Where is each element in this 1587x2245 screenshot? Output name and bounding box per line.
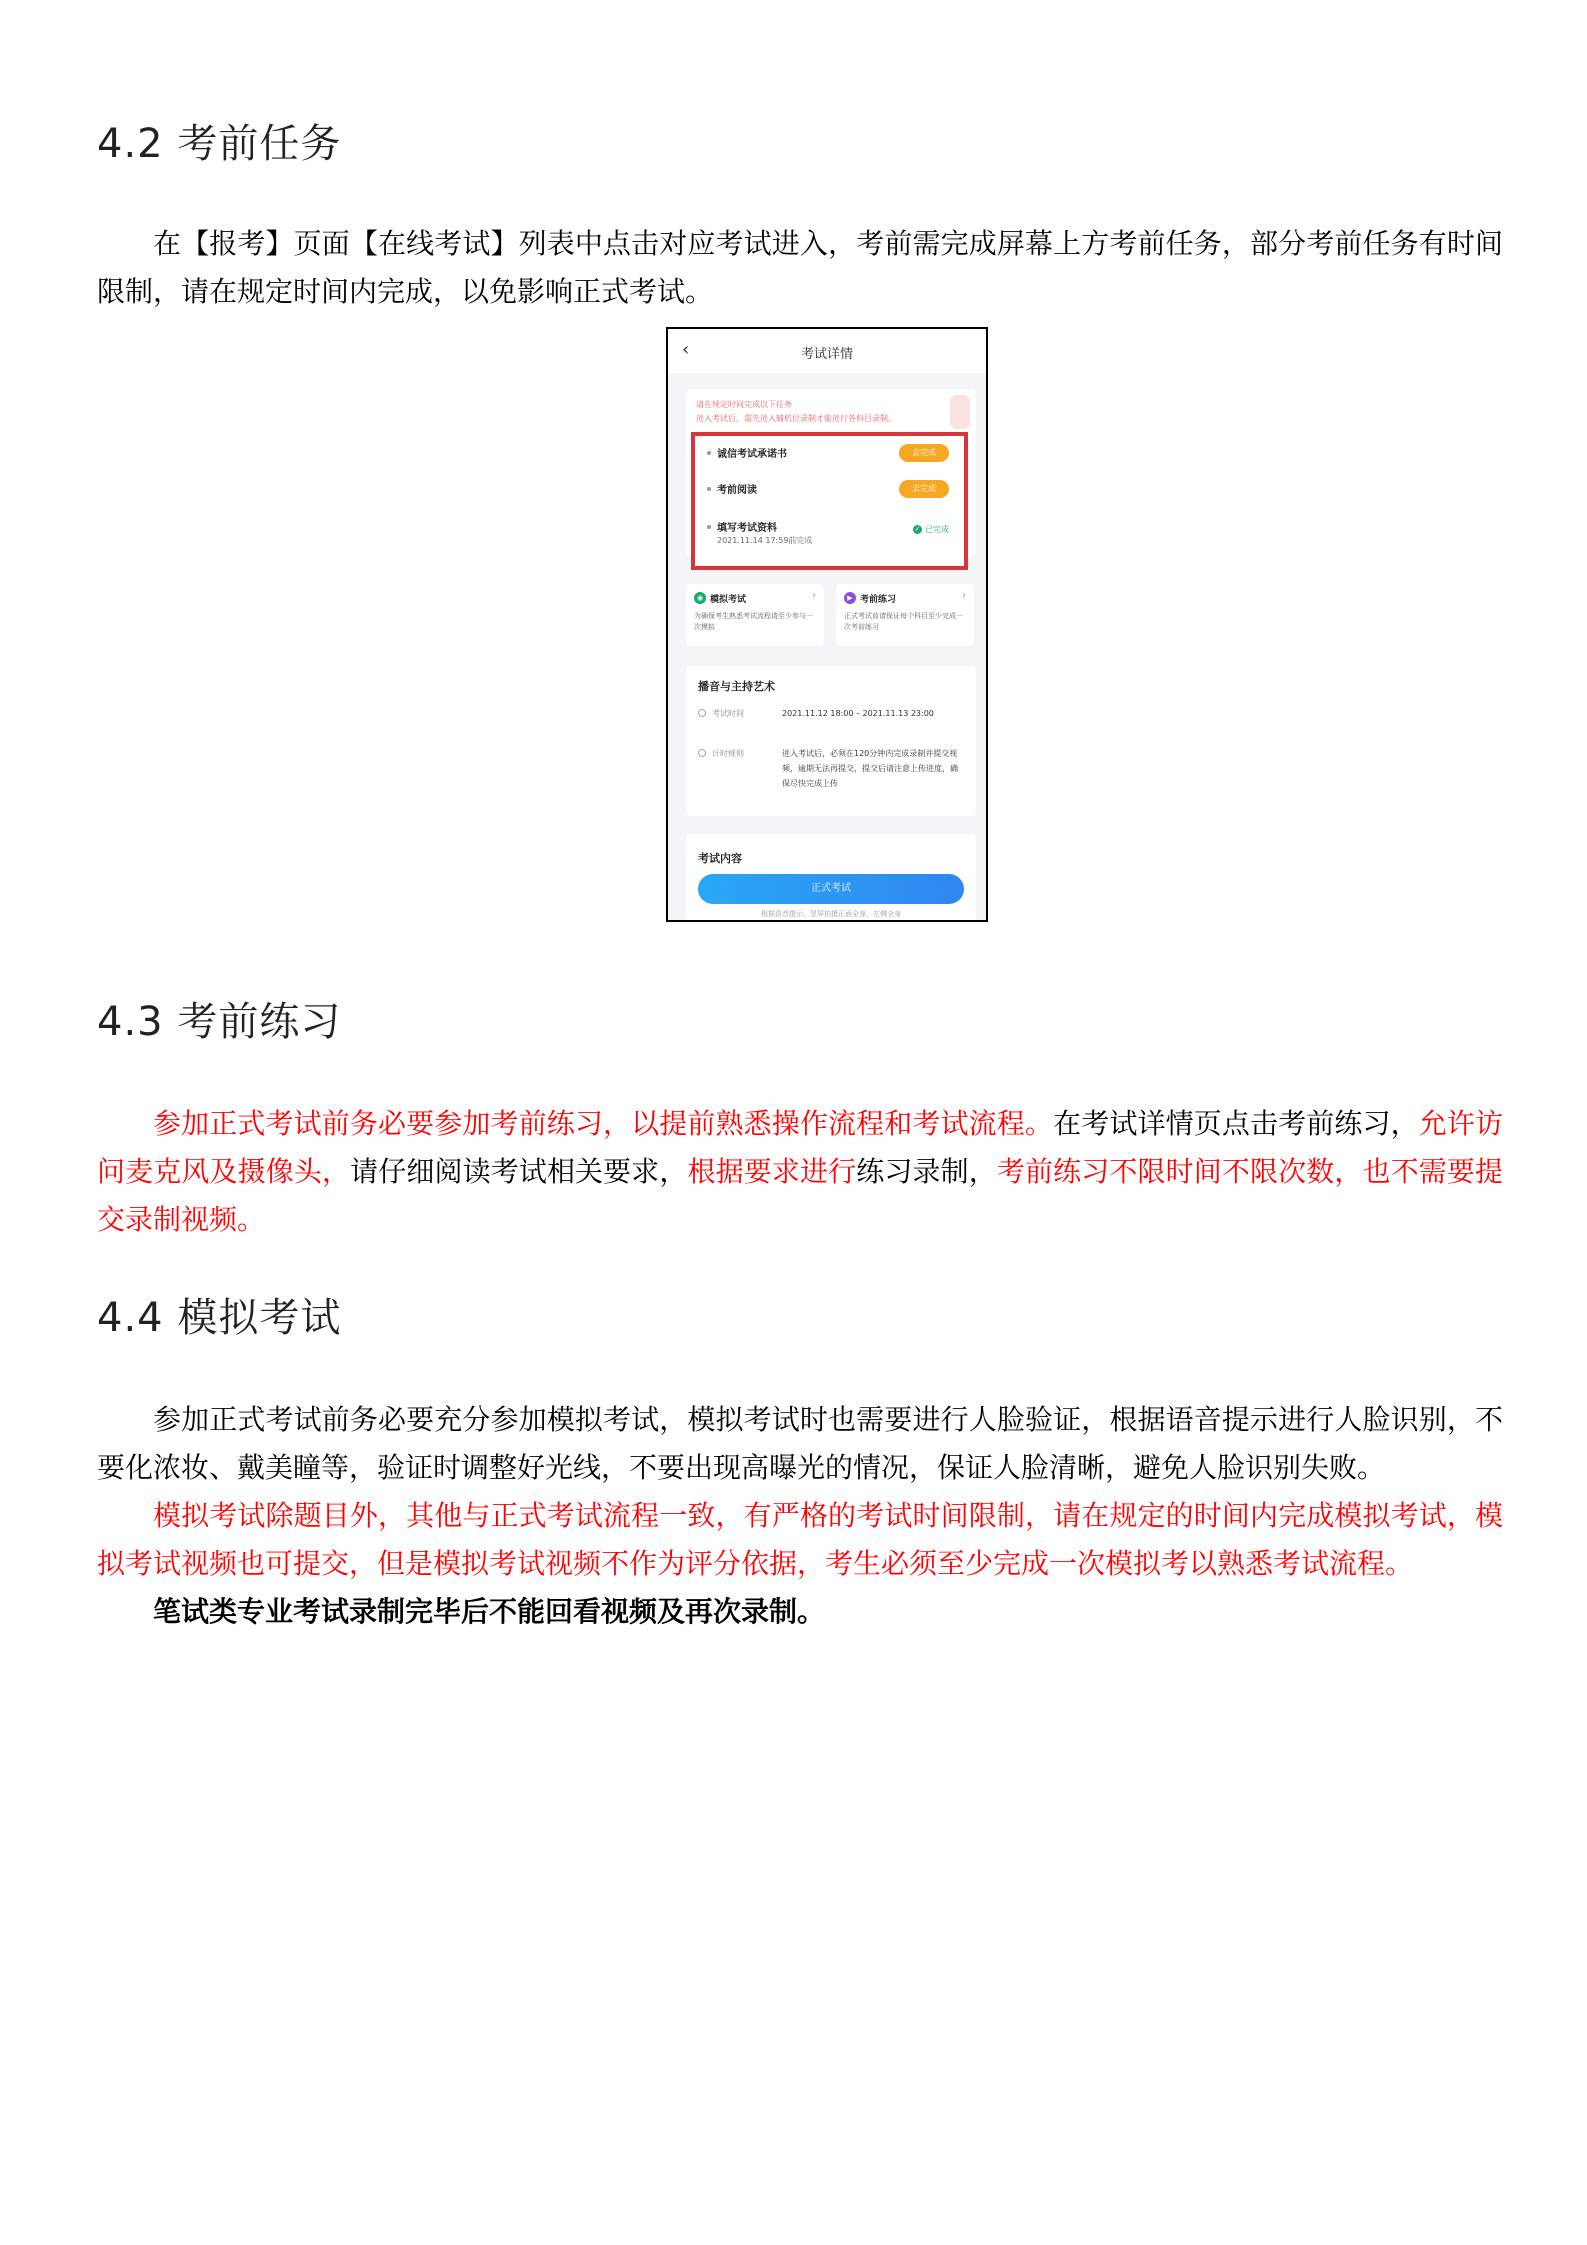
exam-time-label: 考试时间 <box>712 709 744 718</box>
bullet-icon <box>707 451 711 455</box>
task-list-highlight <box>691 432 968 570</box>
mock-exam-desc: 为确保考生熟悉考试流程请至少参与一次模拟 <box>694 612 813 631</box>
timer-icon <box>698 749 706 757</box>
red-text: 根据要求进行 <box>687 1155 857 1188</box>
red-text: 考前练习不限时间不限次数，也不需要提交录制视频。 <box>97 1155 1503 1236</box>
task-item[interactable] <box>707 442 957 474</box>
section-heading-4-2: 4.2 考前任务 <box>97 121 342 167</box>
exam-content-title: 考试内容 <box>698 852 742 865</box>
bullet-icon <box>707 525 711 529</box>
timing-rule-value: 进入考试后，必须在120分钟内完成录制并提交视频，逾期无法再提交，提交后请注意上传进度，确保尽快完成上传 <box>782 749 958 788</box>
exam-time-value: 2021.11.12 18:00 – 2021.11.13 23:00 <box>782 709 934 718</box>
task-name: 填写考试资料 <box>717 523 777 534</box>
task-deadline: 2021.11.14 17:59前完成 <box>717 536 813 545</box>
body-text: 练习录制， <box>856 1155 997 1188</box>
task-item[interactable] <box>707 478 957 510</box>
decorative-badge <box>950 395 970 429</box>
completed-status: ✓ 已完成 <box>914 525 949 534</box>
practice-card[interactable] <box>836 584 974 646</box>
mock-exam-icon: ◉ <box>694 592 706 604</box>
notice-line-2: 进入考试后，需先进入辅机位录制才能进行各科目录制。 <box>696 414 896 423</box>
section-heading-4-3: 4.3 考前练习 <box>97 999 342 1045</box>
red-text: 参加正式考试前务必要参加考前练习，以提前熟悉操作流程和考试流程。 <box>153 1107 1054 1140</box>
exam-content-card <box>686 834 976 922</box>
clock-icon <box>698 709 706 717</box>
body-text: 在考试详情页点击考前练习， <box>1053 1107 1419 1140</box>
practice-title: 考前练习 <box>860 595 897 605</box>
mock-exam-title: 模拟考试 <box>710 595 747 605</box>
subject-title: 播音与主持艺术 <box>698 680 775 693</box>
phone-title: 考试详情 <box>800 347 853 362</box>
check-icon: ✓ <box>914 525 921 533</box>
section-4-2-paragraph: 在【报考】页面【在线考试】列表中点击对应考试进入，考前需完成屏幕上方考前任务，部分考前任务有时间限制，请在规定时间内完成，以免影响正式考试。 <box>97 227 1503 308</box>
exam-content-hint: 根据语音提示，竖屏拍摄正面全身，左侧全身 <box>761 910 901 918</box>
practice-desc: 正式考试前请保证每个科目至少完成一次考前练习 <box>844 612 963 631</box>
chevron-left-icon[interactable]: ‹ <box>682 339 690 360</box>
task-name: 诚信考试承诺书 <box>717 449 787 460</box>
chevron-right-icon: › <box>962 590 966 601</box>
task-item[interactable] <box>707 516 957 548</box>
section-heading-4-4: 4.4 模拟考试 <box>97 1295 342 1341</box>
go-complete-button[interactable]: 去完成 <box>899 480 949 498</box>
task-name: 考前阅读 <box>717 485 757 496</box>
red-text: 允许访问麦克风及摄像头， <box>97 1107 1503 1188</box>
phone-header <box>668 329 986 373</box>
bullet-icon <box>707 487 711 491</box>
practice-icon: ▶ <box>844 592 856 604</box>
section-4-4-paragraph-1: 参加正式考试前务必要充分参加模拟考试，模拟考试时也需要进行人脸验证，根据语音提示进行人脸识别，不要化浓妆、戴美瞳等，验证时调整好光线，不要出现高曝光的情况，保证人脸清晰，避免人脸识别失败。 <box>97 1403 1503 1484</box>
subject-card <box>686 666 976 816</box>
body-text: 请仔细阅读考试相关要求， <box>350 1155 688 1188</box>
exam-detail-screenshot <box>666 327 988 922</box>
section-4-3-paragraph <box>97 1100 1503 1244</box>
start-exam-button[interactable]: 正式考试 <box>698 874 964 904</box>
chevron-right-icon: › <box>812 590 816 601</box>
mock-exam-card[interactable] <box>686 584 824 646</box>
section-4-4-paragraph-3: 笔试类专业考试录制完毕后不能回看视频及再次录制。 <box>153 1595 826 1628</box>
notice-line-1: 请在规定时间完成以下任务 <box>696 400 792 409</box>
timing-rule-label: 计时规则 <box>712 749 744 758</box>
section-4-4-paragraph-2: 模拟考试除题目外，其他与正式考试流程一致，有严格的考试时间限制，请在规定的时间内完成模拟考试，模拟考试视频也可提交，但是模拟考试视频不作为评分依据，考生必须至少完成一次模拟考以熟悉考试流程。 <box>97 1499 1503 1580</box>
go-complete-button[interactable]: 去完成 <box>899 444 949 462</box>
